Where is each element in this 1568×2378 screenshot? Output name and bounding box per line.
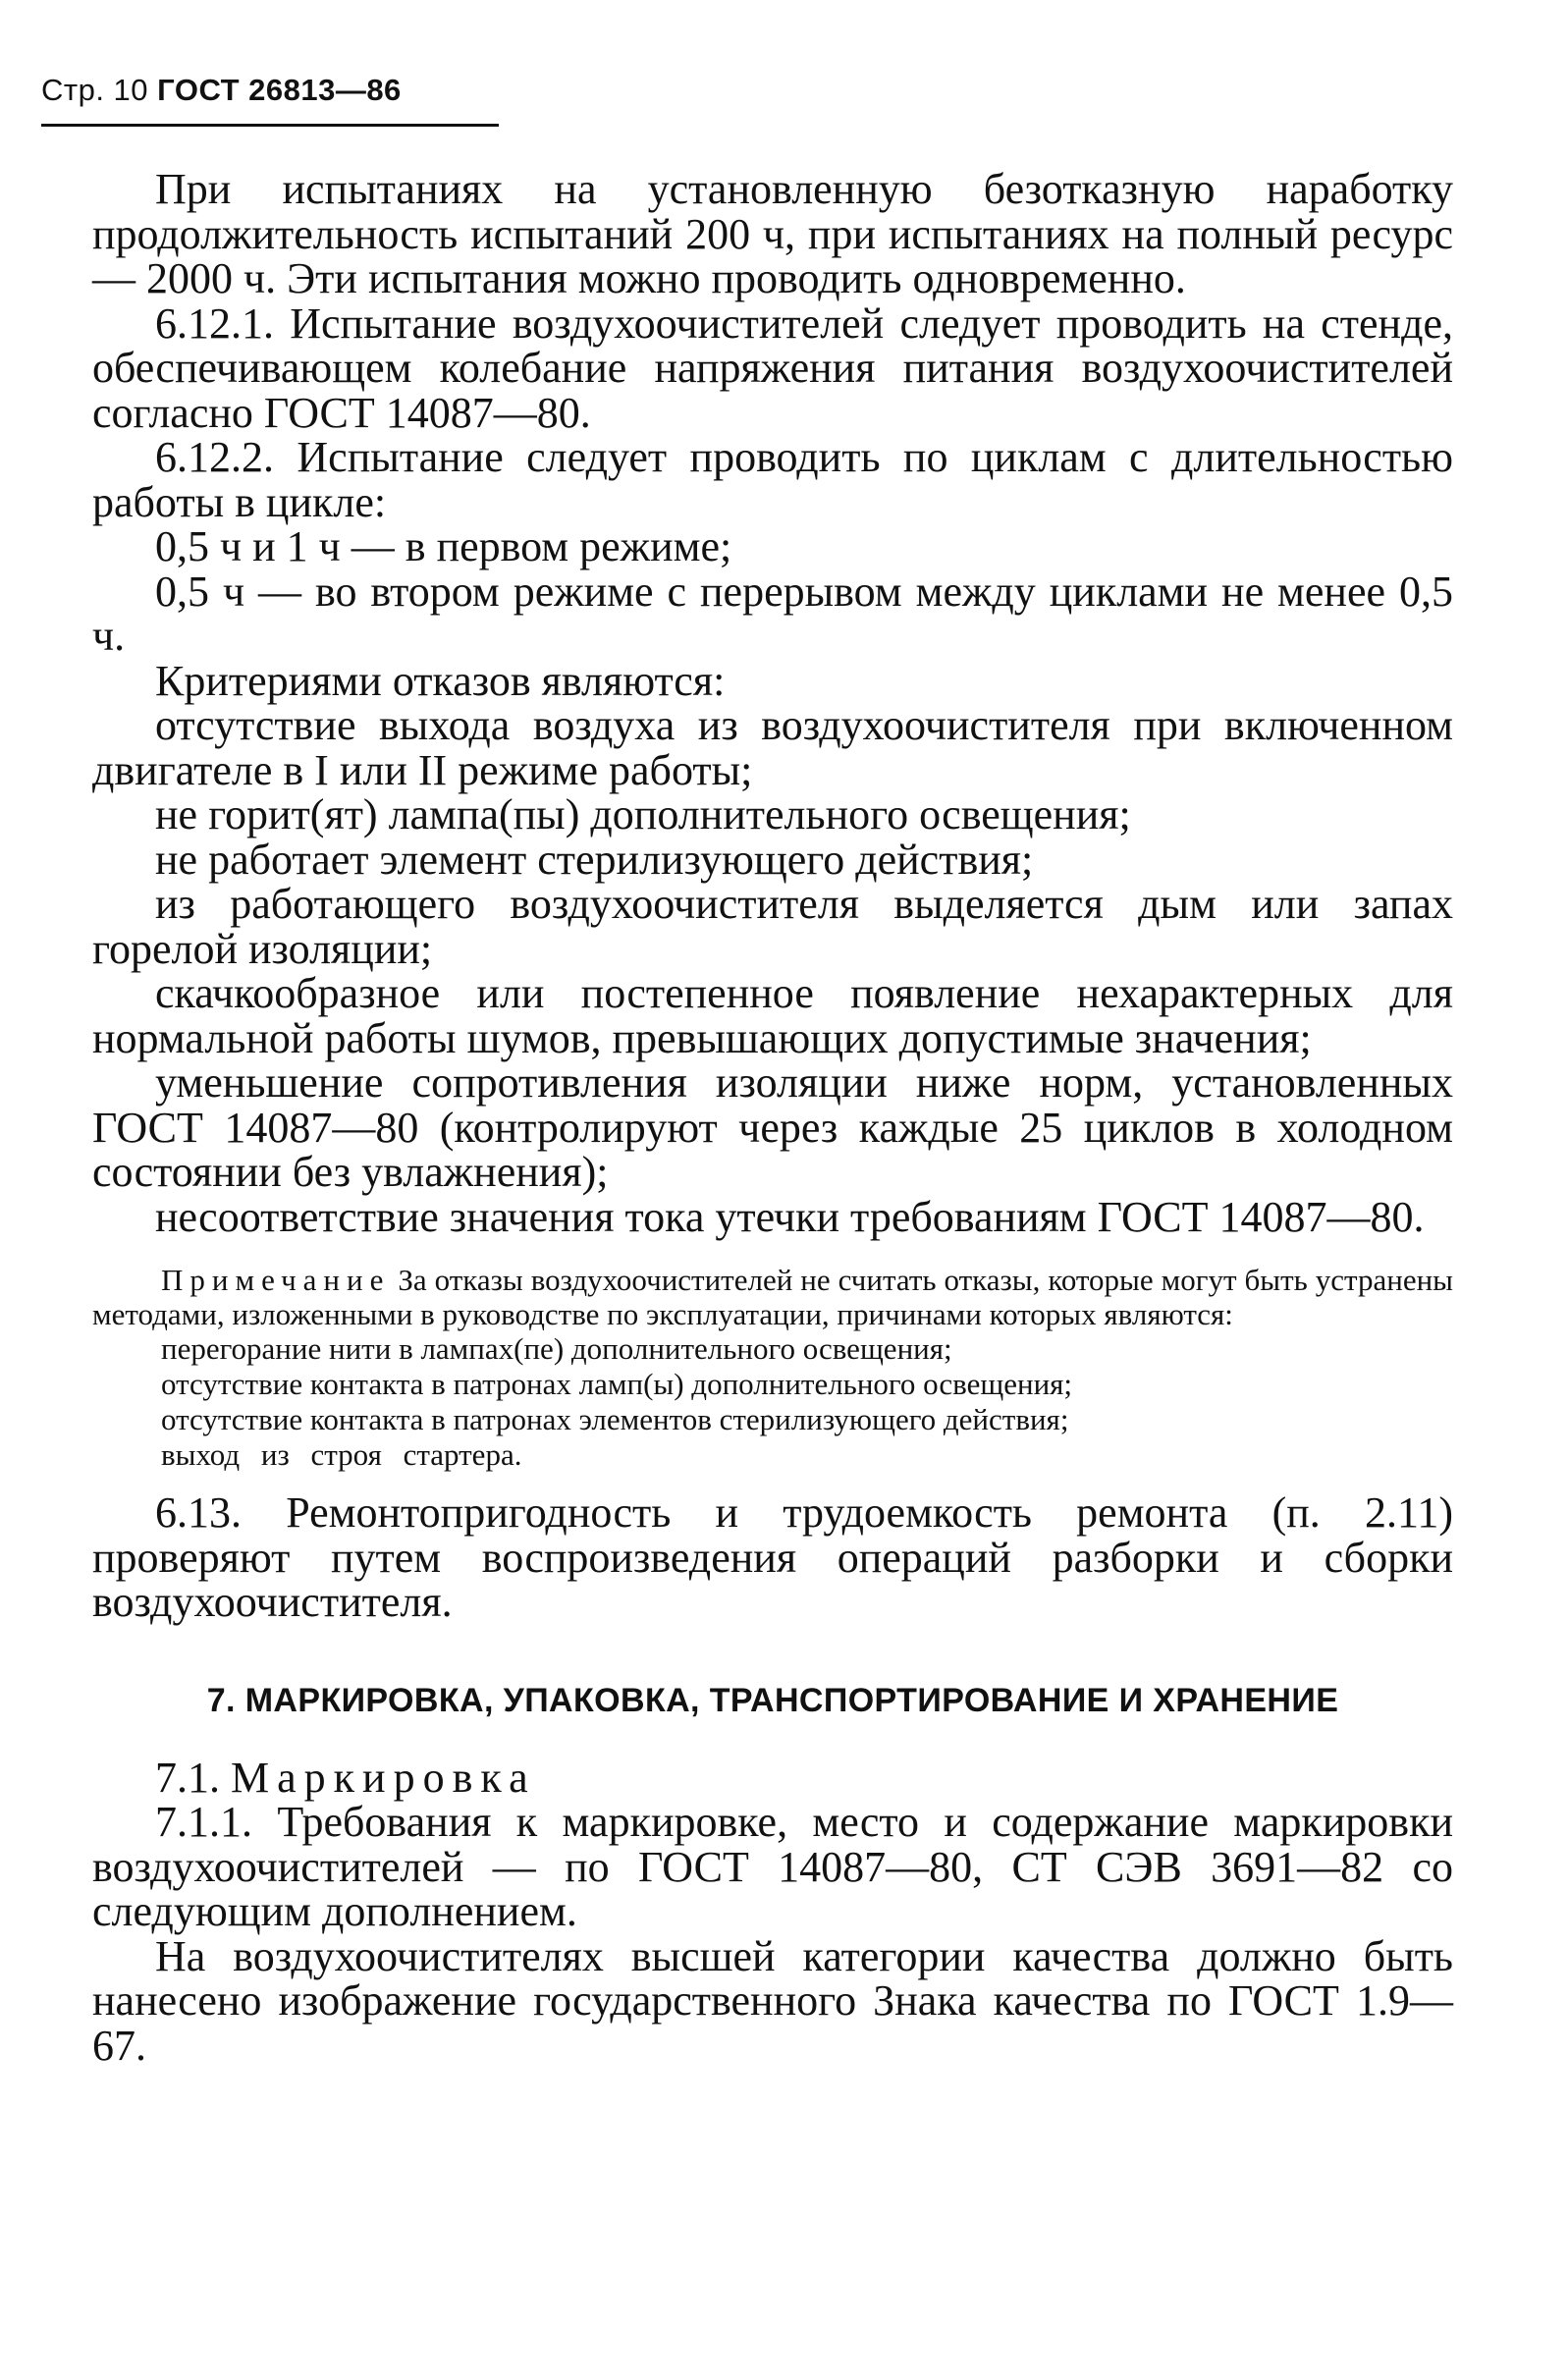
subsection-number: 7.1. <box>155 1753 220 1802</box>
note-item: перегорание нити в лампах(пе) дополнительного освещения; <box>161 1331 952 1366</box>
document-body <box>92 167 1453 2068</box>
page-header <box>41 73 402 108</box>
paragraph-failure-criteria: Критериями отказов являются: <box>155 656 726 705</box>
paragraph-cycle-mode-1: 0,5 ч и 1 ч — в первом режиме; <box>155 522 732 570</box>
paragraph-6-13: 6.13. Ремонтопригодность и трудоемкость ремонта (п. 2.11) проверяют путем воспроизведения операций разборки и сборки воздухоочистителя. <box>92 1488 1453 1626</box>
paragraph-quality-mark: На воздухоочистителях высшей категории качества должно быть нанесено изображение государственного Знака качества по ГОСТ 1.9—67. <box>92 1931 1453 2070</box>
paragraph-7-1-1: 7.1.1. Требования к маркировке, место и содержание маркировки воздухоочистителей — по ГОСТ 14087—80, СТ СЭВ 3691—82 со следующим дополнением. <box>92 1798 1453 1935</box>
section-title: 7. МАРКИРОВКА, УПАКОВКА, ТРАНСПОРТИРОВАНИЕ И ХРАНЕНИЕ <box>206 1681 1339 1719</box>
header-divider <box>41 124 499 127</box>
criterion-no-air: отсутствие выхода воздуха из воздухоочистителя при включенном двигателе в I или II режиме работы; <box>92 701 1453 794</box>
note-paragraph <box>92 1263 1453 1331</box>
paragraph-test-duration: При испытаниях на установленную безотказную наработку продолжительность испытаний 200 ч, при испытаниях на полный ресурс — 2000 ч. Эти испытания можно проводить одновременно. <box>92 165 1453 302</box>
criterion-lamp: не горит(ят) лампа(пы) дополнительного освещения; <box>155 790 1131 838</box>
paragraph-6-12-1: 6.12.1. Испытание воздухоочистителей следует проводить на стенде, обеспечивающем колебание напряжения питания воздухоочистителей согласно ГОСТ 14087—80. <box>92 298 1453 437</box>
criterion-sterilizer: не работает элемент стерилизующего действия; <box>155 835 1034 884</box>
note-item: отсутствие контакта в патронах ламп(ы) дополнительного освещения; <box>161 1367 1073 1401</box>
page-number: Стр. 10 <box>41 73 149 107</box>
criterion-leakage: несоответствие значения тока утечки требованиям ГОСТ 14087—80. <box>155 1192 1425 1241</box>
document-code: ГОСТ 26813—86 <box>157 73 402 107</box>
paragraph-cycle-mode-2: 0,5 ч — во втором режиме с перерывом между циклами не менее 0,5 ч. <box>92 567 1453 660</box>
note-item: отсутствие контакта в патронах элементов стерилизующего действия; <box>161 1402 1069 1436</box>
note-text: За отказы воздухоочистителей не считать отказы, которые могут быть устранены методами, изложенными в руководстве по эксплуатации, причинами которых являются: <box>92 1263 1453 1331</box>
criterion-smoke: из работающего воздухоочистителя выделяется дым или запах горелой изоляции; <box>92 880 1453 973</box>
note-label: Примечание <box>161 1263 391 1297</box>
criterion-insulation: уменьшение сопротивления изоляции ниже норм, установленных ГОСТ 14087—80 (контролируют через каждые 25 циклов в холодном состоянии без увлажнения); <box>92 1058 1453 1196</box>
note-item: выход из строя стартера. <box>161 1437 522 1472</box>
subsection-title: Маркировка <box>231 1753 536 1802</box>
paragraph-6-12-2: 6.12.2. Испытание следует проводить по циклам с длительностью работы в цикле: <box>92 433 1453 526</box>
subsection-heading <box>92 1753 1453 1802</box>
criterion-noise: скачкообразное или постепенное появление нехарактерных для нормальной работы шумов, превышающих допустимые значения; <box>92 969 1453 1062</box>
